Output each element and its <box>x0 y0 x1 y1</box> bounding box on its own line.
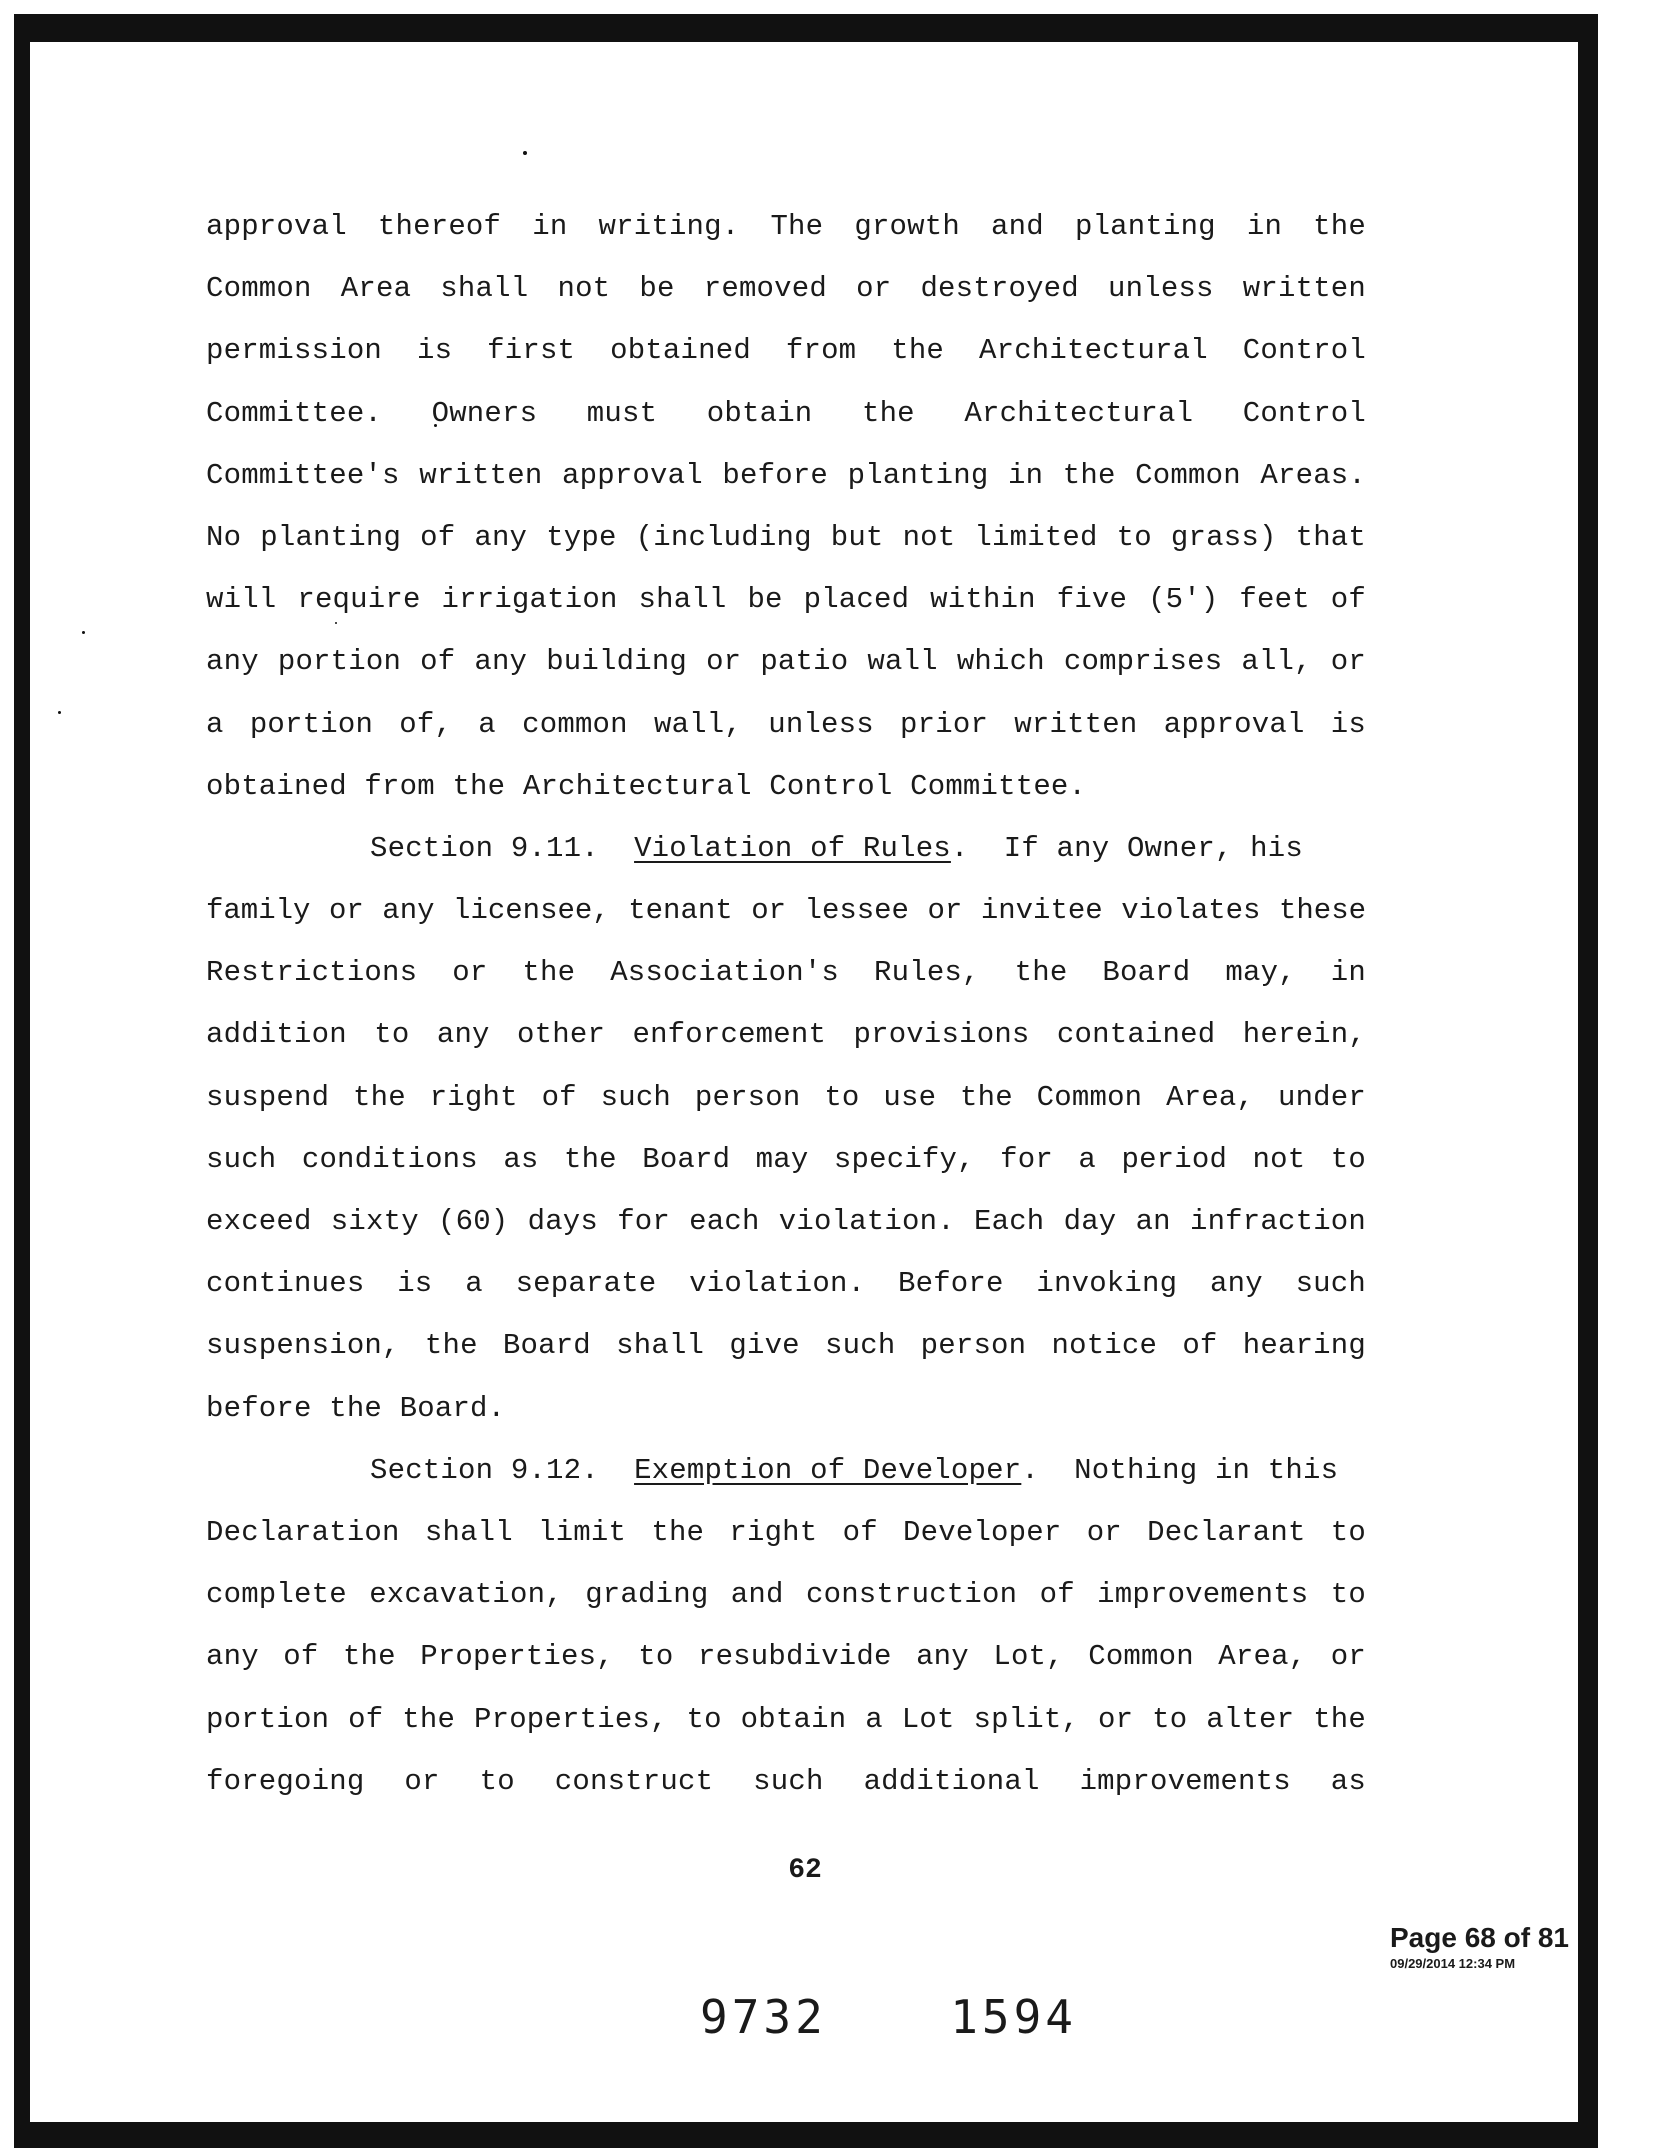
text-line: Common Area shall not be removed or destroyed unless written <box>206 272 1366 306</box>
text-line: a portion of, a common wall, unless prior written approval is <box>206 707 1366 741</box>
text-line: No planting of any type (including but not limited to grass) that <box>206 520 1366 554</box>
text-line: Committee. Owners must obtain the Architectural Control <box>206 396 1366 430</box>
text-line: Committee's written approval before planting in the Common Areas. <box>206 458 1366 492</box>
text-line: approval thereof in writing. The growth and planting in the <box>206 210 1366 243</box>
section-9-11 <box>206 818 1366 1440</box>
text-line: suspend the right of such person to use the Common Area, under <box>206 1080 1366 1114</box>
book-number: 9732 <box>700 1990 827 2044</box>
text-line: will require irrigation shall be placed within five (5') feet of <box>206 583 1366 617</box>
text-line: any portion of any building or patio wall which comprises all, or <box>206 645 1366 679</box>
text-line: foregoing or to construct such additional improvements as <box>206 1764 1366 1798</box>
text-line: exceed sixty (60) days for each violation. Each day an infraction <box>206 1205 1366 1238</box>
section-heading-line <box>206 1440 1366 1502</box>
paragraph-common-area-planting <box>206 196 1366 818</box>
stamp-page-count: Page 68 of 81 <box>1390 1922 1569 1953</box>
text-line: permission is first obtained from the Architectural Control <box>206 334 1366 368</box>
scan-speck <box>58 711 61 714</box>
text-line: obtained from the Architectural Control Committee. <box>206 769 1087 803</box>
section-9-12 <box>206 1440 1366 1813</box>
recorder-stamp <box>1390 1922 1620 1971</box>
section-number: Section 9.12. <box>370 1453 599 1487</box>
document-body <box>206 196 1366 1813</box>
text-line: continues is a separate violation. Before invoking any such <box>206 1267 1366 1301</box>
section-heading-rest: . Nothing in this <box>1021 1453 1339 1487</box>
text-line: complete excavation, grading and construction of improvements to <box>206 1578 1366 1612</box>
section-title: Violation of Rules <box>634 831 951 865</box>
text-line: suspension, the Board shall give such person notice of hearing <box>206 1329 1366 1363</box>
book-page-reference <box>700 1990 1077 2044</box>
stamp-timestamp: 09/29/2014 12:34 PM <box>1390 1956 1516 1971</box>
text-line: Restrictions or the Association's Rules, the Board may, in <box>206 956 1366 990</box>
scan-speck <box>523 151 527 155</box>
section-heading-line <box>206 818 1366 880</box>
text-line: addition to any other enforcement provisions contained herein, <box>206 1018 1366 1052</box>
section-title: Exemption of Developer <box>634 1453 1022 1487</box>
page-number: 62 <box>788 1855 822 1886</box>
text-line: family or any licensee, tenant or lessee or invitee violates these <box>206 894 1366 928</box>
section-heading-rest: . If any Owner, his <box>950 831 1303 865</box>
text-line: before the Board. <box>206 1391 506 1425</box>
section-number: Section 9.11. <box>370 831 599 865</box>
page-reference-number: 1594 <box>950 1990 1077 2044</box>
text-line: such conditions as the Board may specify, for a period not to <box>206 1142 1366 1176</box>
text-line: any of the Properties, to resubdivide any Lot, Common Area, or <box>206 1640 1366 1674</box>
text-line: portion of the Properties, to obtain a Lot split, or to alter the <box>206 1702 1366 1736</box>
text-line: Declaration shall limit the right of Developer or Declarant to <box>206 1515 1366 1549</box>
scan-speck <box>82 631 85 634</box>
